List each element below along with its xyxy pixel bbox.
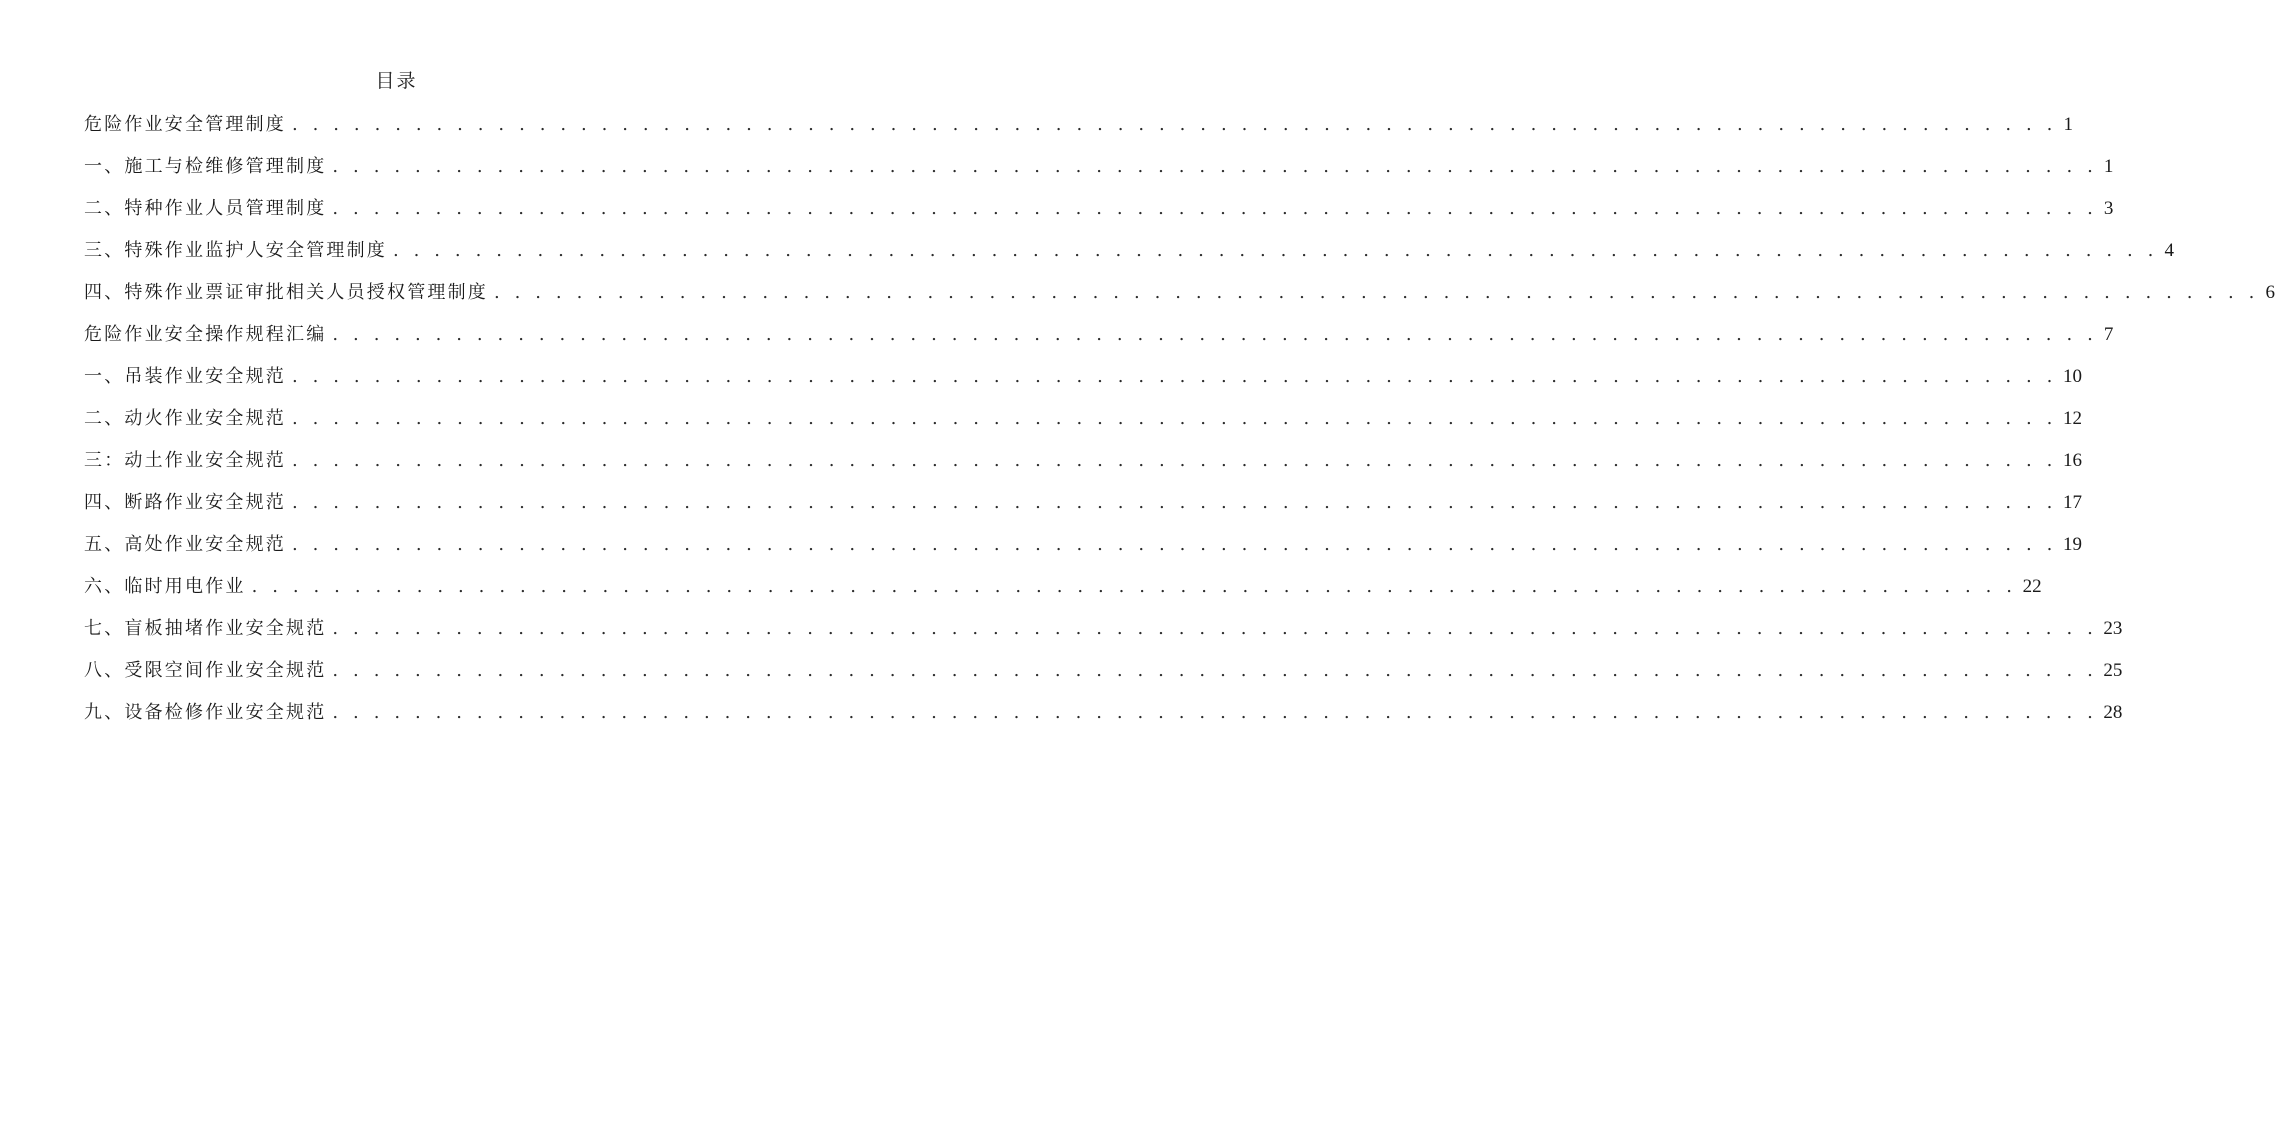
- toc-entry[interactable]: [84, 272, 2275, 314]
- toc-dot-leader: . . . . . . . . . . . . . . . . . . . . . . . . . . . . . . . . . . . . . . . . . . . . . . . . . . . . . . . . . . . . . . . . . . . . . . . . . . . . . . . . . . . . . .: [292, 450, 2058, 471]
- toc-dot-leader: . . . . . . . . . . . . . . . . . . . . . . . . . . . . . . . . . . . . . . . . . . . . . . . . . . . . . . . . . . . . . . . . . . . . . . . . . . . . . . . . . . . . . .: [332, 618, 2098, 639]
- toc-dot-leader: . . . . . . . . . . . . . . . . . . . . . . . . . . . . . . . . . . . . . . . . . . . . . . . . . . . . . . . . . . . . . . . . . . . . . . . . . . . . . . . . . . . . . .: [292, 114, 2058, 135]
- toc-entry[interactable]: [84, 314, 2114, 356]
- toc-entry-label: 四、断路作业安全规范: [84, 492, 286, 513]
- toc-entry-label: 五、高处作业安全规范: [84, 534, 286, 555]
- toc-entry[interactable]: [84, 230, 2175, 272]
- toc-entry[interactable]: [84, 692, 2123, 734]
- toc-list: [84, 104, 2275, 734]
- toc-entry-page-number: 10: [2063, 366, 2083, 387]
- toc-dot-leader: . . . . . . . . . . . . . . . . . . . . . . . . . . . . . . . . . . . . . . . . . . . . . . . . . . . . . . . . . . . . . . . . . . . . . . . . . . . . . . . . . . . . . .: [292, 534, 2058, 555]
- toc-dot-leader: . . . . . . . . . . . . . . . . . . . . . . . . . . . . . . . . . . . . . . . . . . . . . . . . . . . . . . . . . . . . . . . . . . . . . . . . . . . . . . . . . . . . . .: [292, 408, 2058, 429]
- toc-dot-leader: . . . . . . . . . . . . . . . . . . . . . . . . . . . . . . . . . . . . . . . . . . . . . . . . . . . . . . . . . . . . . . . . . . . . . . . . . . . . . . . . . . . . . .: [251, 576, 2017, 597]
- toc-entry-page-number: 25: [2103, 660, 2123, 681]
- toc-entry[interactable]: [84, 188, 2114, 230]
- toc-entry-page-number: 3: [2103, 198, 2114, 219]
- toc-entry-page-number: 1: [2103, 156, 2114, 177]
- toc-entry[interactable]: [84, 608, 2123, 650]
- toc-entry[interactable]: [84, 566, 2042, 608]
- toc-entry-label: 八、受限空间作业安全规范: [84, 660, 327, 681]
- toc-entry-page-number: 4: [2164, 240, 2175, 261]
- toc-entry-label: 危险作业安全管理制度: [84, 114, 286, 135]
- toc-entry[interactable]: [84, 440, 2083, 482]
- toc-entry[interactable]: [84, 104, 2074, 146]
- toc-entry-page-number: 1: [2063, 114, 2074, 135]
- toc-entry-page-number: 23: [2103, 618, 2123, 639]
- toc-entry[interactable]: [84, 482, 2083, 524]
- toc-entry-page-number: 19: [2063, 534, 2083, 555]
- toc-dot-leader: . . . . . . . . . . . . . . . . . . . . . . . . . . . . . . . . . . . . . . . . . . . . . . . . . . . . . . . . . . . . . . . . . . . . . . . . . . . . . . . . . . . . . .: [292, 492, 2058, 513]
- toc-dot-leader: . . . . . . . . . . . . . . . . . . . . . . . . . . . . . . . . . . . . . . . . . . . . . . . . . . . . . . . . . . . . . . . . . . . . . . . . . . . . . . . . . . . . . .: [393, 240, 2159, 261]
- toc-entry-label: 二、动火作业安全规范: [84, 408, 286, 429]
- toc-entry-label: 三：动土作业安全规范: [84, 450, 286, 471]
- toc-entry-label: 一、施工与检维修管理制度: [84, 156, 327, 177]
- toc-entry[interactable]: [84, 524, 2083, 566]
- toc-entry-page-number: 12: [2063, 408, 2083, 429]
- toc-entry[interactable]: [84, 398, 2083, 440]
- toc-entry-page-number: 28: [2103, 702, 2123, 723]
- toc-entry-label: 二、特种作业人员管理制度: [84, 198, 327, 219]
- toc-entry-label: 危险作业安全操作规程汇编: [84, 324, 327, 345]
- toc-entry-page-number: 6: [2265, 282, 2275, 303]
- toc-dot-leader: . . . . . . . . . . . . . . . . . . . . . . . . . . . . . . . . . . . . . . . . . . . . . . . . . . . . . . . . . . . . . . . . . . . . . . . . . . . . . . . . . . . . . .: [332, 198, 2098, 219]
- toc-entry[interactable]: [84, 146, 2114, 188]
- toc-entry[interactable]: [84, 356, 2083, 398]
- toc-title: 目录: [375, 70, 418, 92]
- toc-entry-label: 一、吊装作业安全规范: [84, 366, 286, 387]
- toc-dot-leader: . . . . . . . . . . . . . . . . . . . . . . . . . . . . . . . . . . . . . . . . . . . . . . . . . . . . . . . . . . . . . . . . . . . . . . . . . . . . . . . . . . . . . .: [332, 156, 2098, 177]
- toc-dot-leader: . . . . . . . . . . . . . . . . . . . . . . . . . . . . . . . . . . . . . . . . . . . . . . . . . . . . . . . . . . . . . . . . . . . . . . . . . . . . . . . . . . . . . .: [332, 702, 2098, 723]
- toc-entry-page-number: 22: [2022, 576, 2042, 597]
- toc-entry-label: 九、设备检修作业安全规范: [84, 702, 327, 723]
- toc-entry-label: 三、特殊作业监护人安全管理制度: [84, 240, 387, 261]
- toc-entry-page-number: 17: [2063, 492, 2083, 513]
- toc-entry-page-number: 16: [2063, 450, 2083, 471]
- toc-dot-leader: . . . . . . . . . . . . . . . . . . . . . . . . . . . . . . . . . . . . . . . . . . . . . . . . . . . . . . . . . . . . . . . . . . . . . . . . . . . . . . . . . . . . . .: [332, 660, 2098, 681]
- toc-entry-label: 七、盲板抽堵作业安全规范: [84, 618, 327, 639]
- toc-dot-leader: . . . . . . . . . . . . . . . . . . . . . . . . . . . . . . . . . . . . . . . . . . . . . . . . . . . . . . . . . . . . . . . . . . . . . . . . . . . . . . . . . . . . . .: [332, 324, 2098, 345]
- toc-entry-page-number: 7: [2103, 324, 2114, 345]
- toc-dot-leader: . . . . . . . . . . . . . . . . . . . . . . . . . . . . . . . . . . . . . . . . . . . . . . . . . . . . . . . . . . . . . . . . . . . . . . . . . . . . . . . . . . . . . .: [494, 282, 2260, 303]
- toc-entry-label: 四、特殊作业票证审批相关人员授权管理制度: [84, 282, 488, 303]
- toc-entry-label: 六、临时用电作业: [84, 576, 246, 597]
- toc-dot-leader: . . . . . . . . . . . . . . . . . . . . . . . . . . . . . . . . . . . . . . . . . . . . . . . . . . . . . . . . . . . . . . . . . . . . . . . . . . . . . . . . . . . . . .: [292, 366, 2058, 387]
- toc-entry[interactable]: [84, 650, 2123, 692]
